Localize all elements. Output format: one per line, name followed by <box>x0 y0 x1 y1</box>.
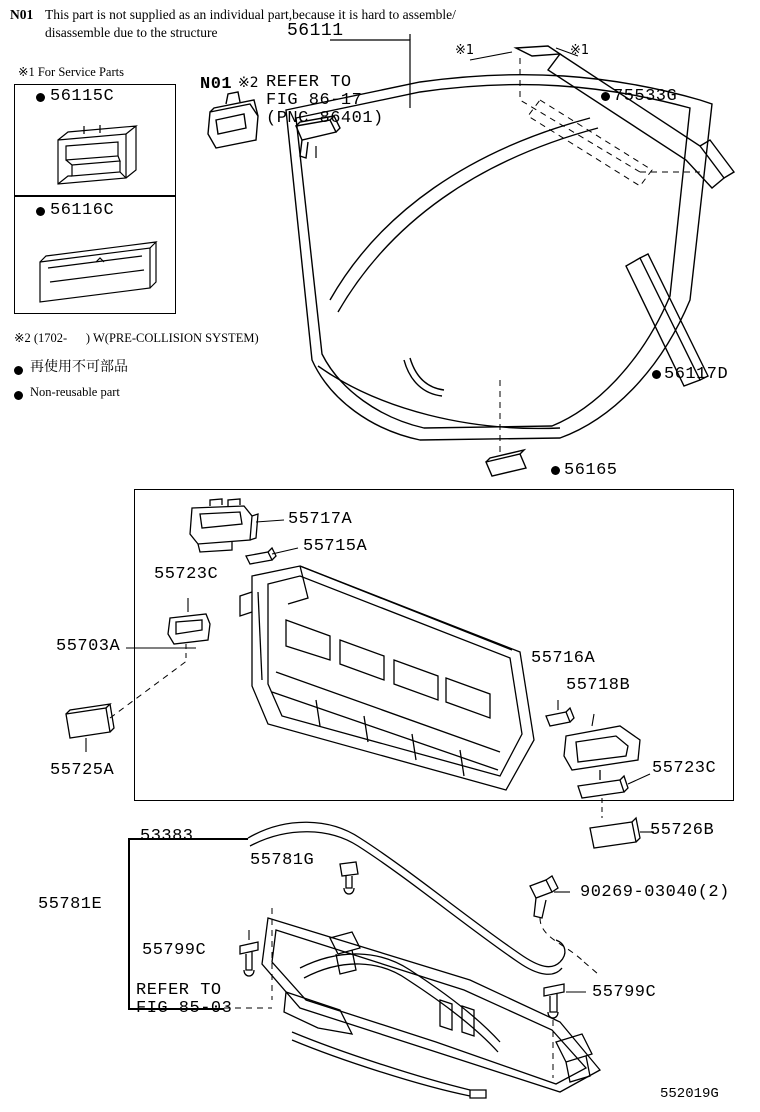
label-55723C-top: 55723C <box>154 565 219 584</box>
label-56115C: 56115C <box>50 87 115 106</box>
label-56117D: 56117D <box>664 365 729 384</box>
mark-star1-right: ※1 <box>570 43 590 58</box>
refer-to-line2: FIG 86-17 <box>266 91 363 110</box>
mark-n01: N01 <box>200 75 233 94</box>
note-n01-tag: N01 <box>10 7 34 22</box>
note-star2: ※2 (1702- ) W(PRE-COLLISION SYSTEM) <box>14 331 259 345</box>
label-75533G: 75533G <box>613 87 678 106</box>
label-56111: 56111 <box>287 21 344 41</box>
note-nonreusable-en: Non-reusable part <box>30 385 120 399</box>
refer-to-line1: REFER TO <box>266 73 352 92</box>
label-55718B: 55718B <box>566 676 631 695</box>
label-55725A: 55725A <box>50 761 115 780</box>
mark-star2: ※2 <box>238 75 259 91</box>
refer-to-85-03-line2: FIG 85-03 <box>136 999 233 1018</box>
label-55723C-right: 55723C <box>652 759 717 778</box>
refer-to-85-03-line1: REFER TO <box>136 981 222 1000</box>
label-56116C: 56116C <box>50 201 115 220</box>
note-n01-line2: disassemble due to the structure <box>45 25 218 40</box>
label-55781E: 55781E <box>38 895 103 914</box>
label-55799C-right: 55799C <box>592 983 657 1002</box>
note-nonreusable-jp: 再使用不可部品 <box>30 359 128 375</box>
label-55781G: 55781G <box>250 851 315 870</box>
label-55799C-left: 55799C <box>142 941 207 960</box>
label-55715A: 55715A <box>303 537 368 556</box>
label-56165: 56165 <box>564 461 618 480</box>
service-parts-header: ※1 For Service Parts <box>18 65 124 79</box>
note-n01-line1: This part is not supplied as an individual part,because it is hard to assemble/ <box>45 7 456 22</box>
mark-star1-left: ※1 <box>455 43 475 58</box>
label-55726B: 55726B <box>650 821 715 840</box>
footer-code: 552019G <box>660 1086 719 1102</box>
refer-to-line3: (PNC 86401) <box>266 109 384 128</box>
label-90269-03040: 90269-03040(2) <box>580 883 730 902</box>
label-55717A: 55717A <box>288 510 353 529</box>
label-55716A: 55716A <box>531 649 596 668</box>
label-53383: 53383 <box>140 827 194 846</box>
label-55703A: 55703A <box>56 637 121 656</box>
